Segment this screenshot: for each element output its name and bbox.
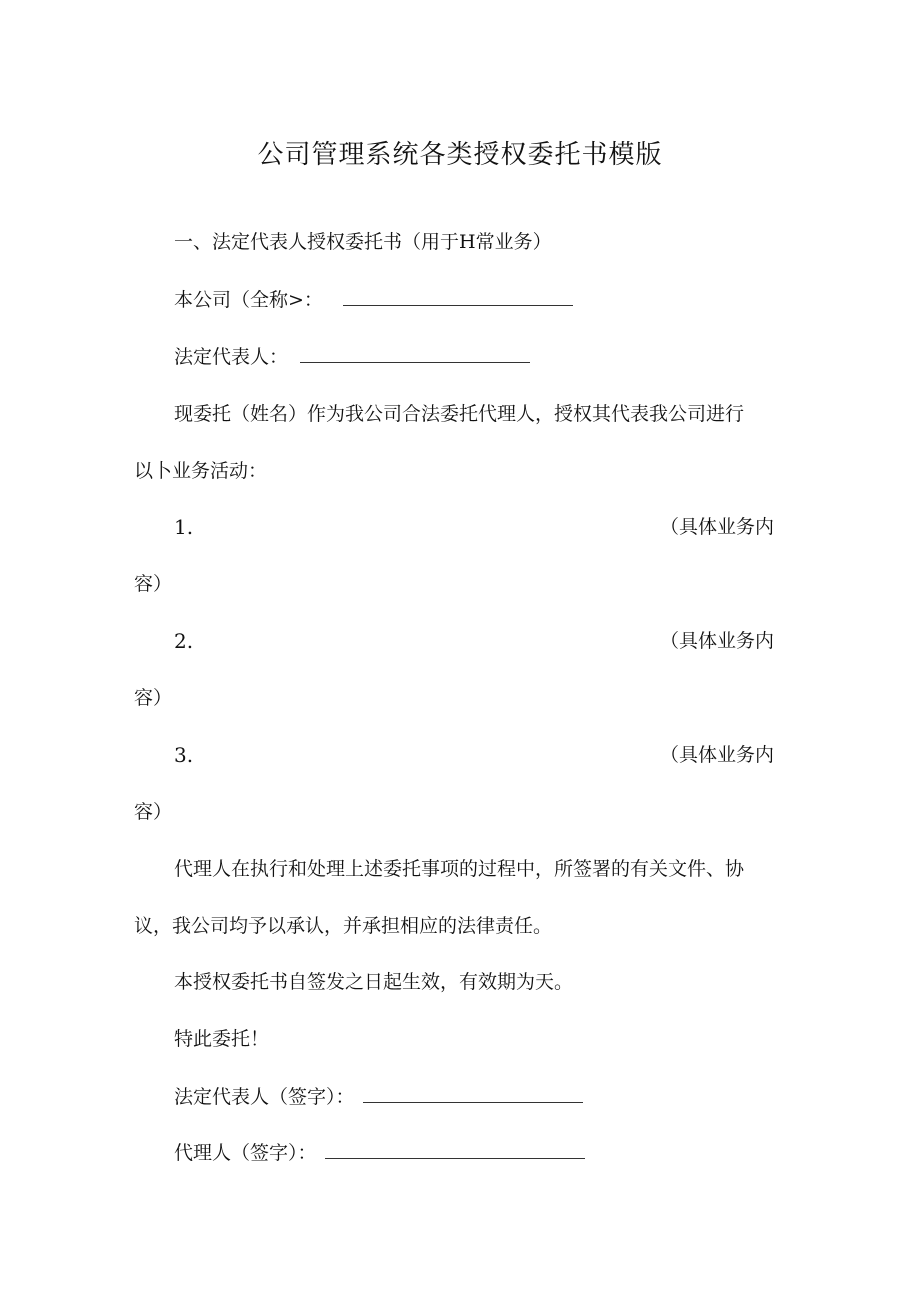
agent-signature-blank[interactable] xyxy=(325,1140,585,1159)
closing-statement: 特此委托！ xyxy=(174,1028,270,1050)
validity-statement: 本授权委托书自签发之日起生效，有效期为天。 xyxy=(174,971,574,993)
legal-rep-signature-field xyxy=(174,1084,583,1109)
agent-signature-field xyxy=(174,1140,585,1165)
responsibility-paragraph-line: 代理人在执行和处理上述委托事项的过程中，所签署的有关文件、协 xyxy=(174,858,745,880)
item-number: 2. xyxy=(174,629,194,653)
item-content: （具体业务内 xyxy=(659,516,774,538)
company-blank[interactable] xyxy=(343,287,573,306)
legal-rep-field xyxy=(174,344,530,369)
agent-sign-label: 代理人（签字）： xyxy=(174,1142,317,1164)
legal-rep-label: 法定代表人： xyxy=(174,346,289,368)
responsibility-paragraph-line: 议，我公司均予以承认，并承担相应的法律责任。 xyxy=(134,915,553,937)
entrust-paragraph-line: 以卜业务活动： xyxy=(134,460,268,482)
item-number: 1. xyxy=(174,515,194,539)
item-content: （具体业务内 xyxy=(659,744,774,766)
section-heading: 一、法定代表人授权委托书（用于H常业务） xyxy=(174,231,552,253)
item-content-cont: 容） xyxy=(134,687,173,709)
document-title: 公司管理系统各类授权委托书模版 xyxy=(257,140,663,170)
legal-rep-blank[interactable] xyxy=(300,344,530,363)
item-number: 3. xyxy=(174,743,194,767)
item-content: （具体业务内 xyxy=(659,630,774,652)
company-label: 本公司（全称>： xyxy=(174,289,323,311)
item-content-cont: 容） xyxy=(134,573,173,595)
company-field xyxy=(174,287,573,312)
item-content-cont: 容） xyxy=(134,801,173,823)
entrust-paragraph-line: 现委托（姓名）作为我公司合法委托代理人，授权其代表我公司进行 xyxy=(174,403,745,425)
legal-rep-sign-label: 法定代表人（签字）： xyxy=(174,1086,355,1108)
legal-rep-signature-blank[interactable] xyxy=(363,1084,583,1103)
